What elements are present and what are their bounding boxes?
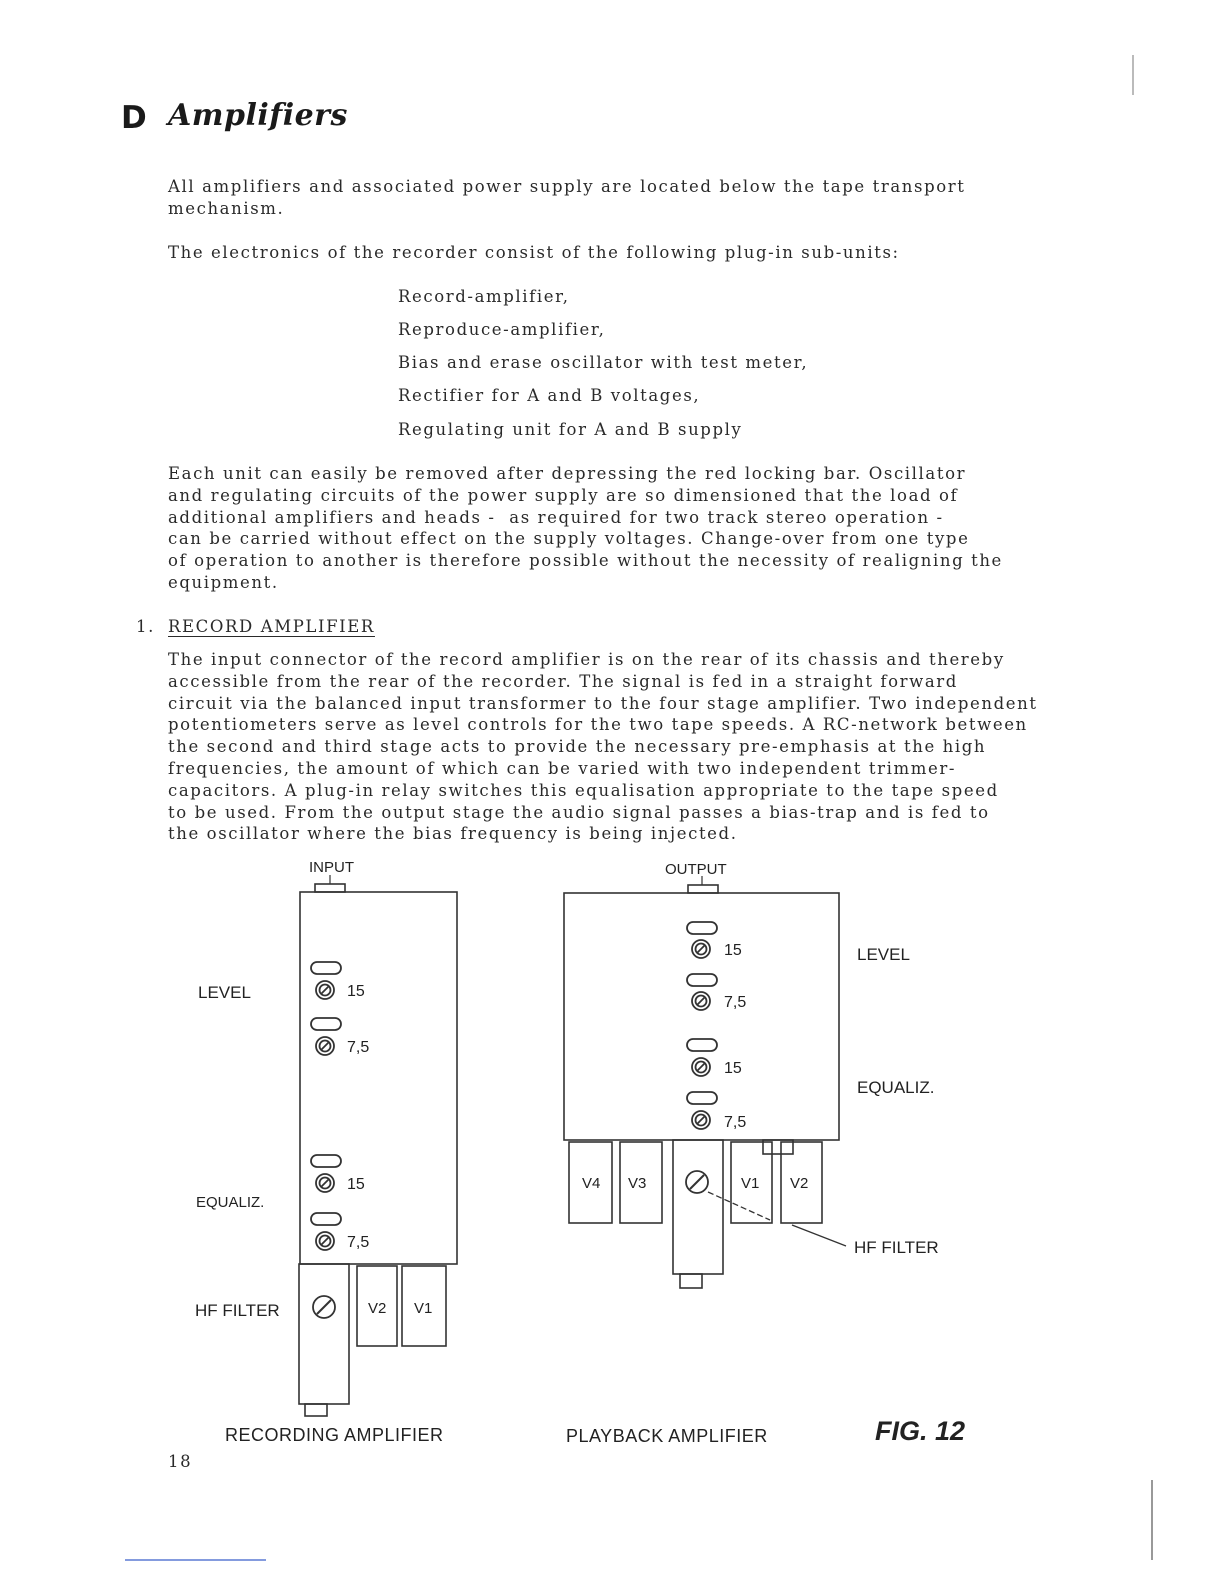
pb-hf-filter-module (673, 1140, 723, 1274)
pb-equaliz-15-slot (687, 1039, 717, 1051)
recording-amplifier-diagram (195, 859, 457, 1445)
output-connector (688, 885, 718, 893)
paragraph-line: circuit via the balanced input transformer to the four stage amplifier. Two independent (168, 693, 1038, 713)
playback-hf-filter-label: HF FILTER (854, 1238, 939, 1257)
section-title: RECORD AMPLIFIER (168, 617, 375, 636)
equaliz-15-trimmer-icon (316, 1174, 334, 1192)
equaliz-75-trimmer-icon (316, 1232, 334, 1250)
pb-level-75-trimmer-icon (692, 992, 710, 1010)
pb-equaliz-15-trimmer-icon (692, 1058, 710, 1076)
paragraph-line: additional amplifiers and heads - as required for two track stereo operation - (168, 507, 944, 527)
hf-filter-plug (305, 1404, 327, 1416)
hf-filter-module (299, 1264, 349, 1404)
paragraph-line: the oscillator where the bias frequency is being injected. (168, 824, 738, 844)
paragraph-line: can be carried without effect on the supply voltages. Change-over from one type (168, 529, 970, 549)
page-number: 18 (168, 1452, 193, 1471)
pb-level-15-label: 15 (724, 942, 742, 959)
level-15-label: 15 (347, 983, 365, 1000)
paragraph-line: The input connector of the record amplifier is on the rear of its chassis and thereby (168, 650, 1005, 669)
recording-equaliz-label: EQUALIZ. (196, 1194, 265, 1211)
figure-label: FIG. 12 (875, 1416, 966, 1446)
pb-equaliz-75-label: 7,5 (724, 1114, 747, 1131)
paragraph-line: potentiometers serve as level controls for the two tape speeds. A RC-network between (168, 715, 1028, 735)
subunit-item: Record-amplifier, (398, 287, 570, 306)
tube-v3-label: V3 (628, 1175, 647, 1192)
pb-equaliz-15-label: 15 (724, 1060, 742, 1077)
section-letter: D (121, 100, 147, 136)
level-15-slot (311, 962, 341, 974)
subunit-item: Bias and erase oscillator with test meter, (398, 353, 809, 372)
recording-amplifier-caption: RECORDING AMPLIFIER (225, 1425, 444, 1445)
equaliz-15-slot (311, 1155, 341, 1167)
playback-chassis (564, 893, 839, 1140)
equaliz-75-slot (311, 1213, 341, 1225)
hf-filter-trimmer-icon (313, 1296, 335, 1318)
recording-chassis (300, 892, 457, 1264)
pb-level-75-slot (687, 974, 717, 986)
tube-v1-label: V1 (414, 1300, 433, 1317)
section-number: 1. (136, 617, 155, 636)
intro-line: All amplifiers and associated power supply are located below the tape transport (168, 177, 966, 196)
playback-amplifier-caption: PLAYBACK AMPLIFIER (566, 1426, 768, 1446)
tube-v4-label: V4 (582, 1175, 601, 1192)
hf-filter-leader-line (708, 1192, 770, 1220)
paragraph-line: frequencies, the amount of which can be varied with two independent trimmer- (168, 758, 956, 778)
pb-hf-filter-trimmer-icon (686, 1171, 708, 1193)
subunit-item: Reproduce-amplifier, (398, 320, 606, 339)
level-75-slot (311, 1018, 341, 1030)
paragraph-line: and regulating circuits of the power supply are so dimensioned that the load of (168, 485, 959, 505)
subunit-item: Rectifier for A and B voltages, (398, 386, 701, 405)
paragraph-line: Each unit can easily be removed after depressing the red locking bar. Oscillator (168, 464, 967, 483)
level-75-label: 7,5 (347, 1039, 370, 1056)
playback-equaliz-label: EQUALIZ. (857, 1078, 935, 1097)
recording-level-label: LEVEL (198, 983, 251, 1002)
input-connector (315, 884, 345, 892)
hf-filter-pointer-line (792, 1225, 846, 1246)
pb-level-15-slot (687, 922, 717, 934)
paragraph-line: of operation to another is therefore possible without the necessity of realigning the (168, 551, 1003, 571)
pb-level-15-trimmer-icon (692, 940, 710, 958)
input-label: INPUT (309, 859, 354, 876)
paragraph-line: to be used. From the output stage the audio signal passes a bias-trap and is fed to (168, 802, 990, 822)
playback-level-label: LEVEL (857, 945, 910, 964)
playback-amplifier-diagram (564, 861, 939, 1446)
pb-level-75-label: 7,5 (724, 994, 747, 1011)
paragraph-line: accessible from the rear of the recorder. The signal is fed in a straight forward (168, 671, 958, 691)
tube-v1-label: V1 (741, 1175, 760, 1192)
pb-equaliz-75-trimmer-icon (692, 1111, 710, 1129)
pb-equaliz-75-slot (687, 1092, 717, 1104)
paragraph-line: capacitors. A plug-in relay switches this equalisation appropriate to the tape speed (168, 780, 999, 800)
level-15-trimmer-icon (316, 981, 334, 999)
pb-hf-filter-plug (680, 1274, 702, 1288)
subunit-item: Regulating unit for A and B supply (398, 420, 743, 439)
tube-v2-label: V2 (368, 1300, 387, 1317)
output-label: OUTPUT (665, 861, 727, 878)
subunits-intro-text: The electronics of the recorder consist of the following plug-in sub-units: (168, 243, 900, 262)
paragraph-line: equipment. (168, 572, 279, 592)
equaliz-15-label: 15 (347, 1176, 365, 1193)
tube-v2-label: V2 (790, 1175, 809, 1192)
level-75-trimmer-icon (316, 1037, 334, 1055)
paragraph-line: the second and third stage acts to provide the necessary pre-emphasis at the high (168, 737, 987, 757)
recording-hf-filter-label: HF FILTER (195, 1301, 280, 1320)
equaliz-75-label: 7,5 (347, 1234, 370, 1251)
page-title: Amplifiers (168, 98, 348, 133)
intro-line: mechanism. (168, 198, 285, 218)
